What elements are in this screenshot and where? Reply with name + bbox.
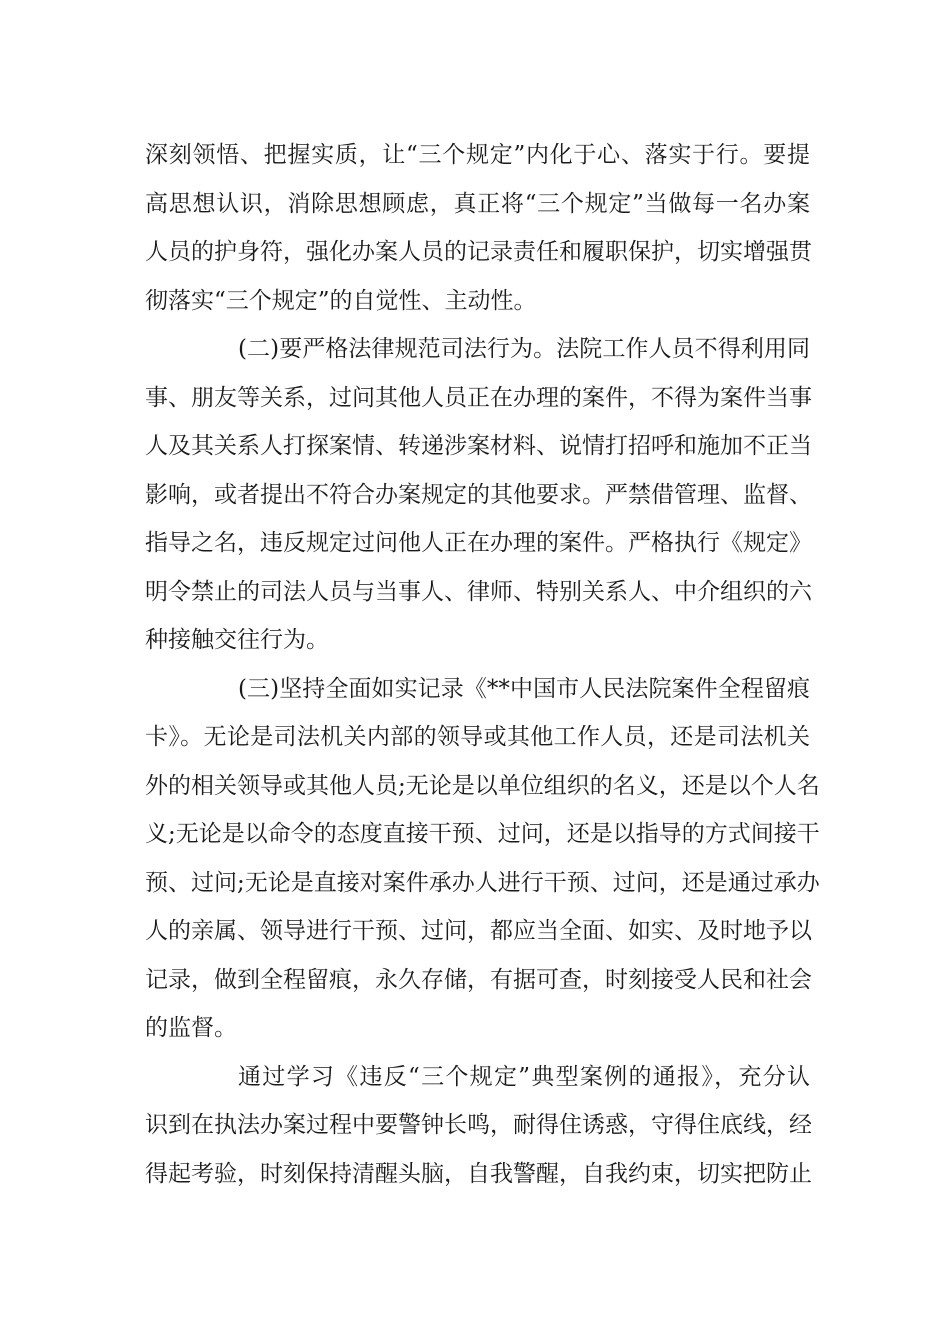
section-heading-line: (二)要严格法律规范司法行为。法院工作人员不得利用同 <box>238 336 810 362</box>
text-line: 影响，或者提出不符合办案规定的其他要求。严禁借管理、监督、 <box>145 481 812 508</box>
text-line: 人及其关系人打探案情、转递涉案材料、说情打招呼和施加不正当 <box>145 433 812 459</box>
text-line: 深刻领悟、把握实质，让“三个规定”内化于心、落实于行。要提 <box>145 142 810 168</box>
text-line: 卡》。无论是司法机关内部的领导或其他工作人员，还是司法机关 <box>145 724 810 750</box>
text-line: 彻落实“三个规定”的自觉性、主动性。 <box>145 287 537 314</box>
text-line: 义;无论是以命令的态度直接干预、过问，还是以指导的方式间接干 <box>145 821 820 847</box>
text-line: 外的相关领导或其他人员;无论是以单位组织的名义，还是以个人名 <box>145 772 820 799</box>
text-line: 种接触交往行为。 <box>145 627 329 653</box>
text-line: 人的亲属、领导进行干预、过问，都应当全面、如实、及时地予以 <box>145 918 812 944</box>
text-line: 识到在执法办案过程中要警钟长鸣，耐得住诱惑，守得住底线，经 <box>145 1112 812 1138</box>
text-line: 预、过问;无论是直接对案件承办人进行干预、过问，还是通过承办 <box>145 869 820 896</box>
text-line: 指导之名，违反规定过问他人正在办理的案件。严格执行《规定》 <box>145 530 812 556</box>
document-body <box>145 131 820 1198</box>
text-line: 事、朋友等关系，过问其他人员正在办理的案件，不得为案件当事 <box>145 384 812 411</box>
paragraph-first-line: 通过学习《违反“三个规定”典型案例的通报》，充分认 <box>238 1063 810 1090</box>
text-line: 人员的护身符，强化办案人员的记录责任和履职保护，切实增强贯 <box>145 239 812 265</box>
text-line: 高思想认识，消除思想顾虑，真正将“三个规定”当做每一名办案 <box>145 190 810 217</box>
text-line: 明令禁止的司法人员与当事人、律师、特别关系人、中介组织的六 <box>145 578 812 605</box>
text-line: 得起考验，时刻保持清醒头脑，自我警醒，自我约束，切实把防止 <box>145 1160 812 1187</box>
text-line: 的监督。 <box>145 1015 237 1041</box>
text-line: 记录，做到全程留痕，永久存储，有据可查，时刻接受人民和社会 <box>145 966 812 993</box>
section-heading-line: (三)坚持全面如实记录《**中国市人民法院案件全程留痕 <box>238 675 810 702</box>
